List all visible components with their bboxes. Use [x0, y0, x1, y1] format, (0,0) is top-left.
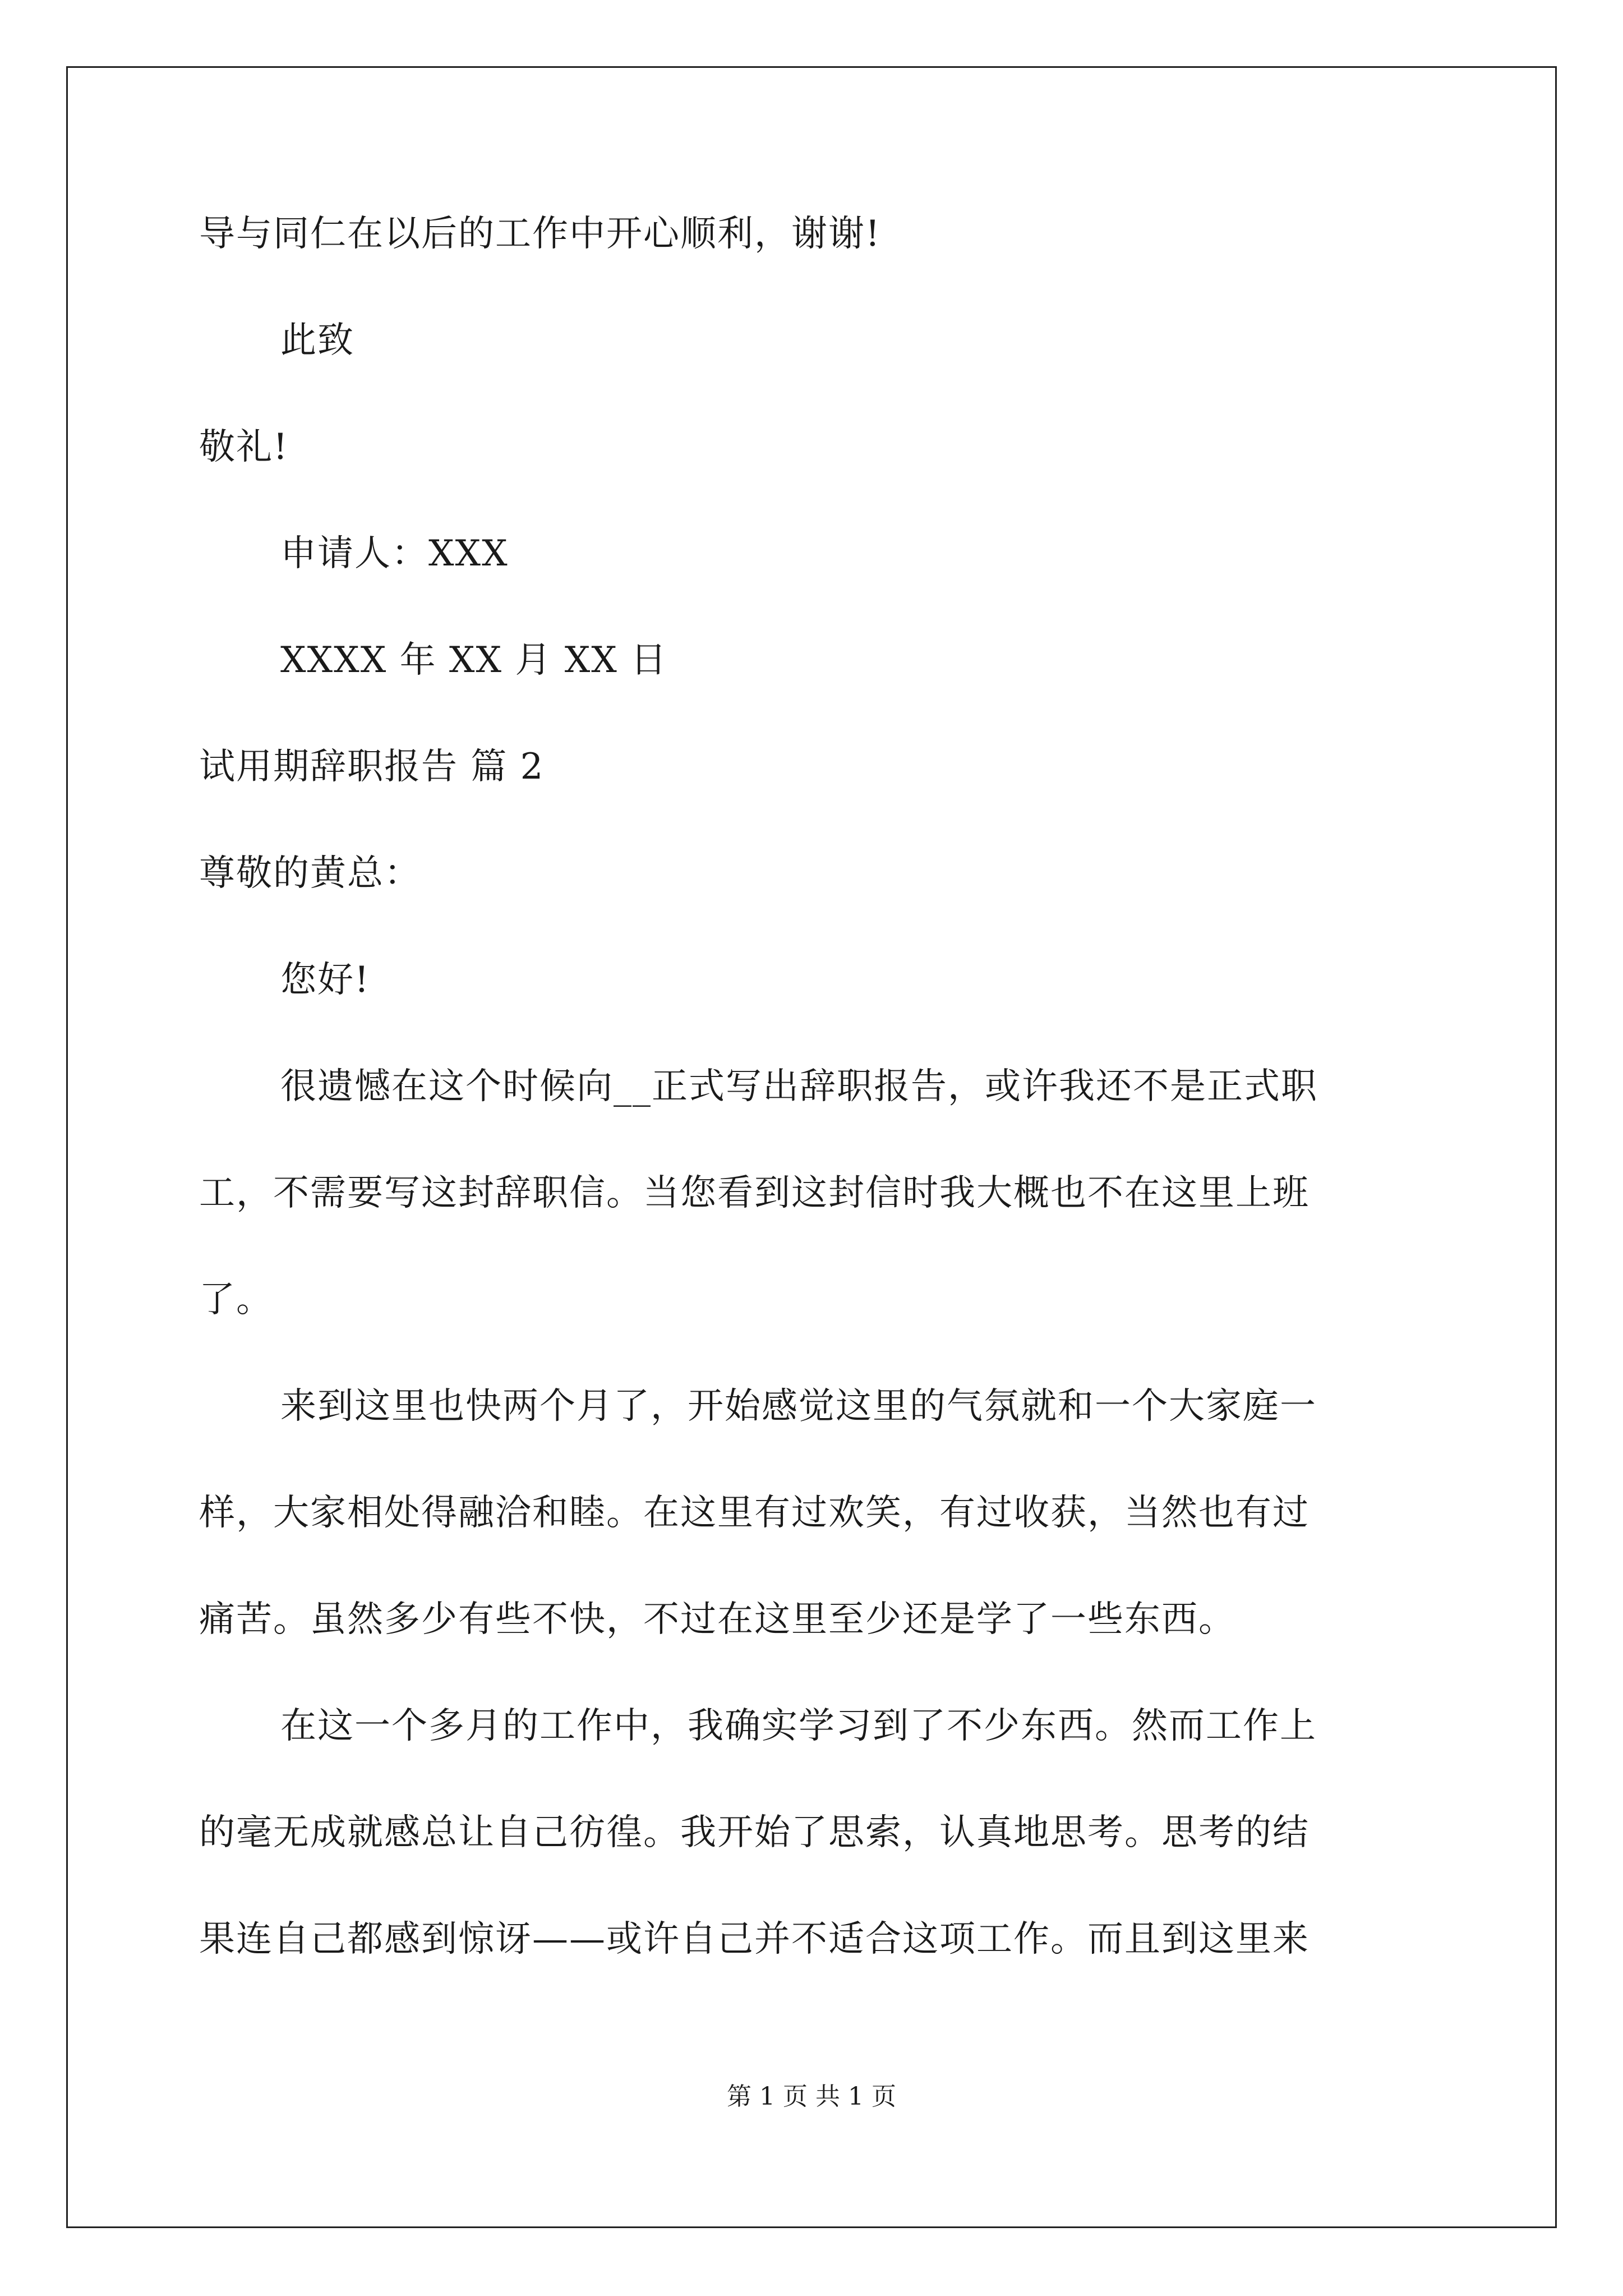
body-line: 工，不需要写这封辞职信。当您看到这封信时我大概也不在这里上班: [199, 1172, 1310, 1214]
page-border: [66, 66, 1557, 2228]
body-line: 了。: [199, 1279, 273, 1320]
body-line: 导与同仁在以后的工作中开心顺利，谢谢!: [199, 213, 881, 255]
body-line: 在这一个多月的工作中，我确实学习到了不少东西。然而工作上: [280, 1705, 1317, 1747]
closing-salutation: 此致: [280, 320, 354, 361]
page-footer: 第 1 页 共 1 页: [727, 2082, 896, 2111]
closing-respect: 敬礼!: [199, 426, 289, 468]
body-line: 痛苦。虽然多少有些不快，不过在这里至少还是学了一些东西。: [199, 1599, 1235, 1640]
body-line: 来到这里也快两个月了，开始感觉这里的气氛就和一个大家庭一: [280, 1386, 1317, 1427]
body-line: 果连自己都感到惊讶——或许自己并不适合这项工作。而且到这里来: [199, 1918, 1310, 1960]
body-line: 很遗憾在这个时候向__正式写出辞职报告，或许我还不是正式职: [280, 1066, 1318, 1107]
date-line: XXXX 年 XX 月 XX 日: [280, 639, 668, 681]
greeting-recipient: 尊敬的黄总：: [199, 853, 421, 894]
body-line: 样，大家相处得融洽和睦。在这里有过欢笑，有过收获，当然也有过: [199, 1492, 1310, 1534]
greeting: 您好!: [280, 959, 370, 1001]
section-heading: 试用期辞职报告 篇 2: [199, 746, 545, 788]
body-line: 的毫无成就感总让自己彷徨。我开始了思索，认真地思考。思考的结: [199, 1812, 1310, 1853]
applicant-line: 申请人：XXX: [280, 533, 509, 574]
